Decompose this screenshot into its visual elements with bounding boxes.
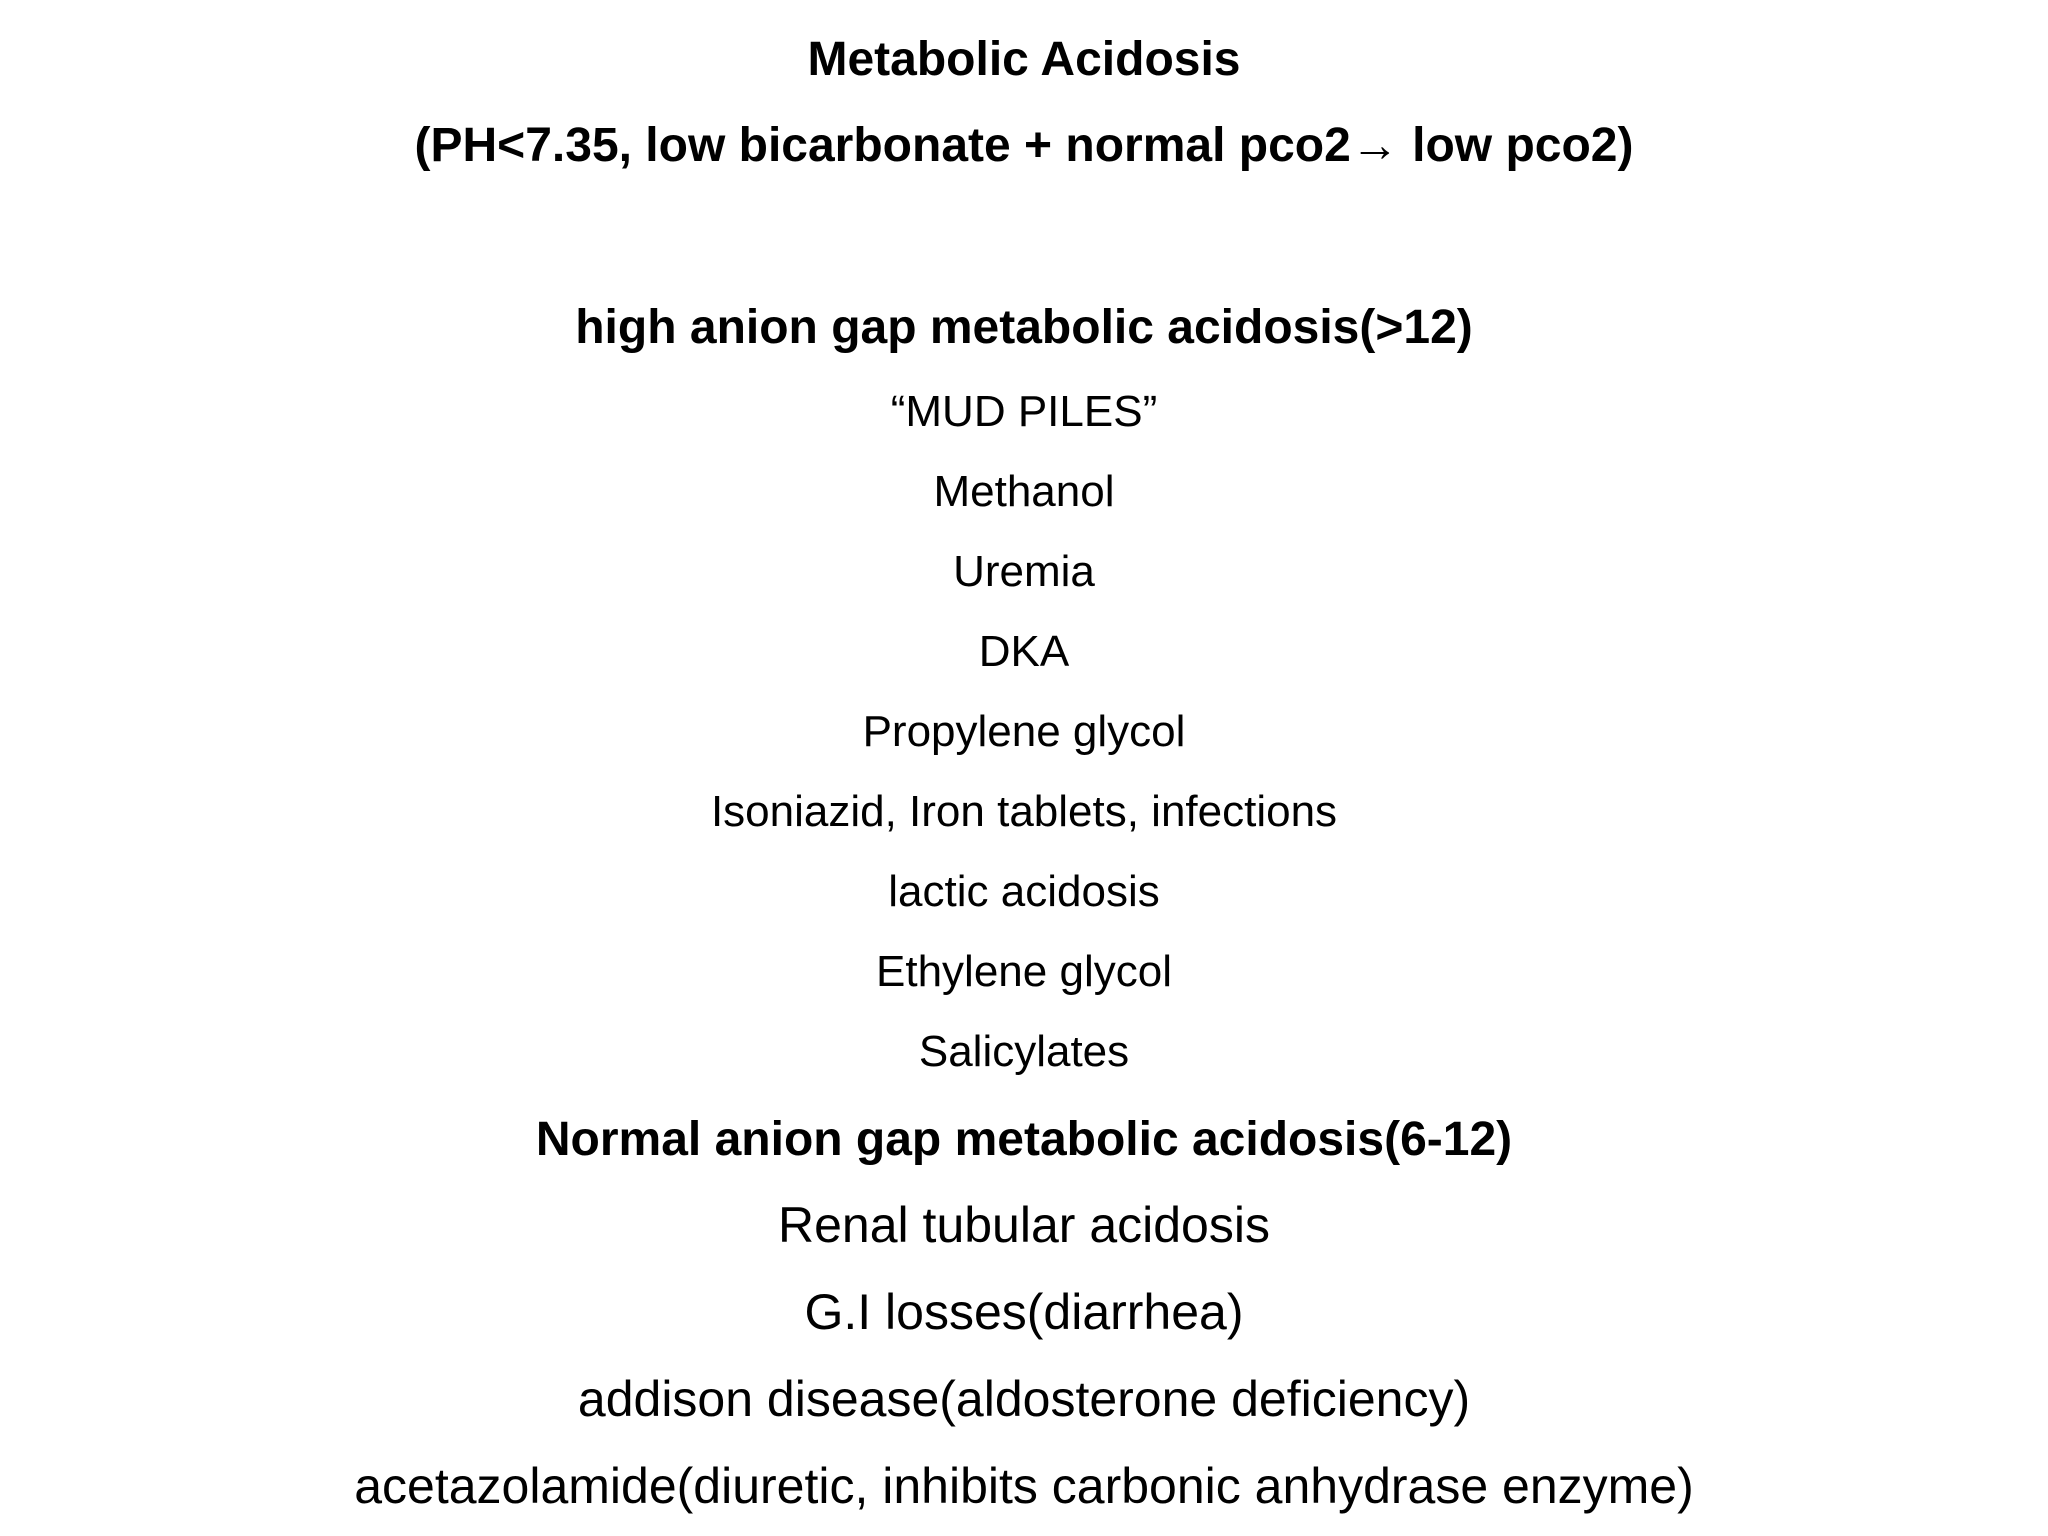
page-title: Metabolic Acidosis [807,33,1241,86]
list-item: lactic acidosis [888,867,1160,916]
list-item: G.I losses(diarrhea) [804,1284,1244,1340]
list-item: addison disease(aldosterone deficiency) [577,1371,1471,1427]
list-item: Methanol [933,467,1115,516]
list-item: DKA [978,627,1070,676]
list-item: Uremia [953,547,1095,596]
list-item: Ethylene glycol [876,947,1172,996]
list-item: acetazolamide(diuretic, inhibits carbonic anhydrase enzyme) [354,1458,1694,1514]
list-item: Propylene glycol [862,707,1186,756]
normal-anion-gap-heading: Normal anion gap metabolic acidosis(6-12) [535,1113,1513,1166]
mnemonic-text: “MUD PILES” [890,387,1158,436]
page-subtitle: (PH<7.35, low bicarbonate + normal pco2→ low pco2) [414,119,1634,172]
list-item: Renal tubular acidosis [778,1197,1270,1253]
list-item: Isoniazid, Iron tablets, infections [710,787,1338,836]
high-anion-gap-heading: high anion gap metabolic acidosis(>12) [575,301,1473,354]
list-item: Salicylates [918,1027,1130,1076]
